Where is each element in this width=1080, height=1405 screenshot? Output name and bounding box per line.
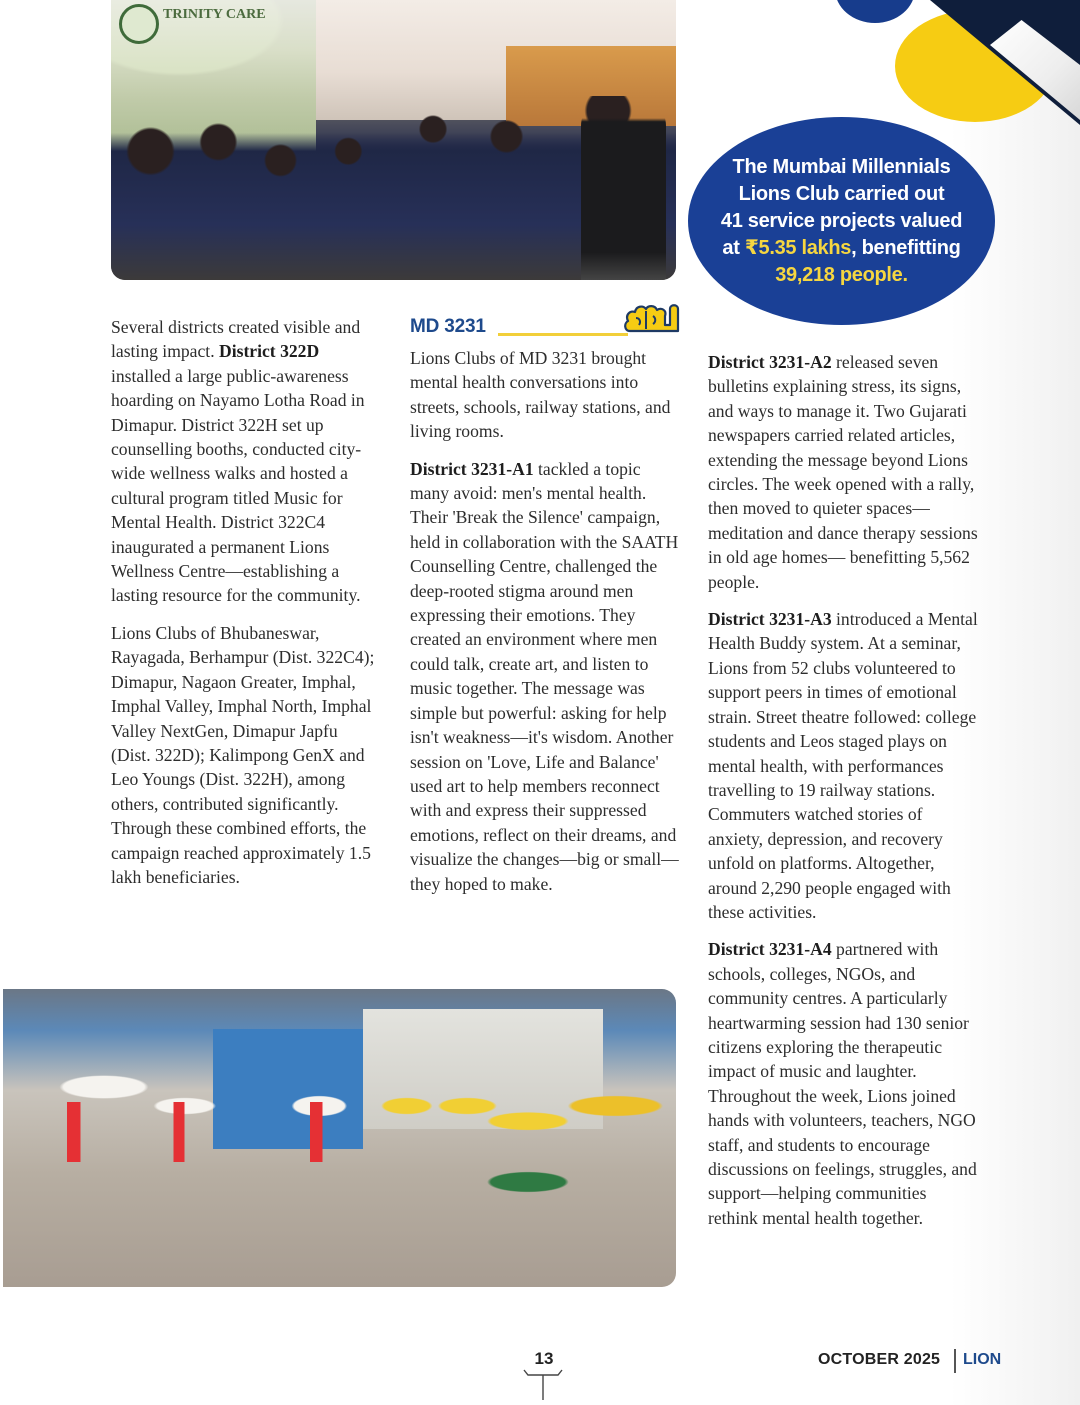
trinity-care-logo-icon xyxy=(119,4,159,44)
paragraph-text: Several districts created visible and lasting impact. xyxy=(111,317,361,362)
article-column-3 xyxy=(708,350,980,1243)
footer-divider xyxy=(954,1349,956,1373)
photo-street-theatre-station xyxy=(3,989,676,1287)
section-title: MD 3231 xyxy=(410,316,486,337)
paragraph-text: tackled a topic many avoid: men's mental health. Their 'Break the Silence' campaign, held in collaboration with the SAATH Counselling Centre, challenged the deep-rooted stigma around men expressing their emotions. They created an environment where men could talk, create art, and listen to music together. The message was simple but powerful: asking for help isn't weakness—it's wisdom. Another session on 'Love, Life and Balance' used art to help members reconnect with and express their suppressed emotions, reflect on their dreams, and visualize the changes—big or small—they hoped to make. xyxy=(410,458,679,894)
paragraph-text: partnered with schools, colleges, NGOs, and community centres. A particularly heartwarming session had 130 senior citizens exploring the therapeutic impact of music and laughter. Throughout the week, Lions joined hands with volunteers, teachers, NGO staff, and students to encourage discussions on feelings, struggles, and support—helping communities rethink mental health together. xyxy=(708,939,977,1228)
callout-line: The Mumbai Millennials xyxy=(732,155,951,178)
paragraph xyxy=(111,315,381,608)
callout-line: 41 service projects valued xyxy=(720,209,963,232)
brain-icon xyxy=(622,301,682,337)
paragraph: Lions Clubs of Bhubaneswar, Rayagada, Berhampur (Dist. 322C4); Dimapur, Nagaon Greater, Imphal, Imphal Valley, Imphal North, Imphal Valley NextGen, Dimapur Japfu (Dist. 322D); Kalimpong GenX and Leo Youngs (Dist. 322H), among others, contributed significantly. Through these combined efforts, the campaign reached approximately 1.5 lakh beneficiaries. xyxy=(111,622,375,887)
photo-banner-text: TRINITY CARE xyxy=(163,7,266,22)
district-name: District 3231-A1 xyxy=(410,458,534,479)
paragraph-text: released seven bulletins explaining stress, its signs, and ways to manage it. Two Gujarati newspapers carried related articles, extending the message beyond Lions circles. The week opened with a rally, then moved to quieter spaces— meditation and dance therapy sessions in old age homes— benefitting 5,562 people. xyxy=(708,352,978,592)
decorative-blue-circle xyxy=(835,0,915,23)
pull-quote-callout xyxy=(688,117,995,325)
footer-magazine-name: LION xyxy=(963,1351,1002,1368)
callout-line: at xyxy=(722,236,745,259)
callout-line: , benefitting xyxy=(851,236,961,259)
article-column-2 xyxy=(410,346,682,909)
paragraph-text: installed a large public-awareness hoarding on Nayamo Lotha Road in Dimapur. District 322H set up counselling booths, conducted city-wide wellness walks and hosted a cultural program titled Music for Mental Health. District 322C4 inaugurated a permanent Lions Wellness Centre—establishing a lasting resource for the community. xyxy=(111,365,365,606)
callout-highlight-amount: ₹5.35 lakhs xyxy=(744,236,852,259)
photo-street-awareness-event xyxy=(111,0,676,280)
district-name: District 322D xyxy=(219,341,320,362)
photo-speaker xyxy=(581,96,666,280)
section-heading xyxy=(410,313,680,343)
paragraph xyxy=(708,937,980,1230)
section-rule xyxy=(498,333,628,336)
district-name: District 3231-A4 xyxy=(708,939,832,960)
page-number: 13 xyxy=(534,1349,554,1368)
district-name: District 3231-A3 xyxy=(708,609,832,630)
footer-issue-date: OCTOBER 2025 xyxy=(818,1351,941,1368)
callout-text xyxy=(721,154,962,289)
article-column-1 xyxy=(111,315,381,902)
paragraph xyxy=(410,457,682,896)
paragraph: Lions Clubs of MD 3231 brought mental health conversations into streets, schools, railway stations, and living rooms. xyxy=(410,348,671,442)
page-number-bracket-icon xyxy=(522,1368,564,1402)
photo-red-sashes xyxy=(3,989,676,1287)
paragraph-text: introduced a Mental Health Buddy system. At a seminar, Lions from 52 clubs volunteered to support peers in times of emotional strain. Street theatre followed: college students and Leos staged plays on mental health, with performances travelling to 19 railway stations. Commuters watched stories of anxiety, depression, and recovery unfold on platforms. Altogether, around 2,290 people engaged with these activities. xyxy=(708,609,978,922)
paragraph xyxy=(708,350,980,594)
callout-line: Lions Club carried out xyxy=(738,182,945,205)
district-name: District 3231-A2 xyxy=(708,352,832,372)
callout-highlight-people: 39,218 people. xyxy=(775,263,908,286)
paragraph xyxy=(708,607,980,924)
